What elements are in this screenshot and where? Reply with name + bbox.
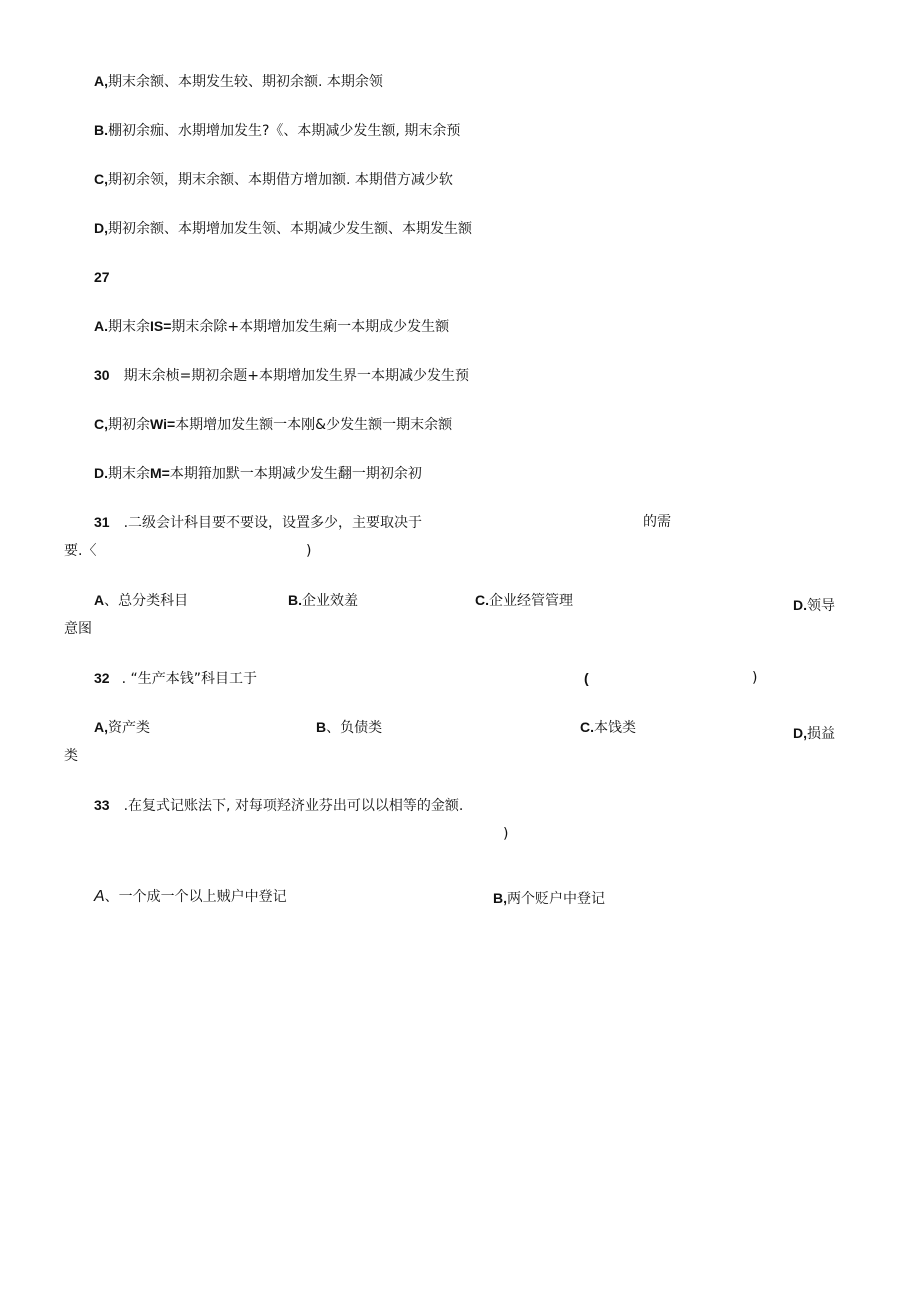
q26-option-a: [94, 72, 383, 91]
option-key: C,: [94, 171, 108, 187]
option-text: 本期增加发生额一本刚&少发生额一期末余额: [175, 417, 453, 433]
option-key: B,: [493, 890, 507, 906]
option-key: A,: [94, 719, 108, 735]
option-key: C,: [94, 416, 108, 432]
q32-option-d-continued: 类: [64, 748, 78, 764]
option-key: A.: [94, 318, 108, 334]
option-text: 企业经管管理: [489, 593, 573, 609]
option-key: C.: [580, 719, 594, 735]
option-text: 期初余额、本期增加发生领、本期减少发生额、本期发生额: [108, 221, 472, 237]
option-text: 本期箝加默一本期减少发生翻一期初余初: [169, 466, 422, 482]
question-text: .二级会计科目要不要设，设置多少，主要取决于: [123, 515, 423, 531]
q31-option-a: [94, 591, 188, 610]
option-bold-text: M=: [150, 465, 170, 481]
option-key: D,: [94, 220, 108, 236]
q33-stem: [94, 796, 463, 815]
option-key: B.: [288, 592, 302, 608]
q33-paren-close: ): [503, 826, 509, 842]
option-text: 期初余领，期末余额、本期借方增加额. 本期借方减少软: [108, 172, 453, 188]
option-key: B.: [94, 122, 108, 138]
q33-option-b: [493, 889, 605, 908]
option-text: 损益: [807, 726, 835, 742]
option-text: 期末余除+本期增加发生痢一本期成少发生额: [171, 319, 450, 335]
option-text: 期末余额、本期发生较、期初余额. 本期余领: [108, 74, 383, 90]
option-text: 棚初余痂、水期增加发生?《、本期减少发生额, 期末余预: [108, 123, 461, 139]
q32-option-d: [793, 724, 835, 743]
q27-option-a: [94, 317, 449, 336]
q32-option-a: [94, 718, 150, 737]
option-text: 期初余: [108, 417, 150, 433]
q32-paren-open: (: [584, 670, 589, 686]
option-key: A: [94, 888, 105, 905]
option-text: 两个贬户中登记: [507, 891, 605, 907]
option-text: 期末余桢=期初余题+本期增加发生界一本期减少发生预: [123, 368, 470, 384]
option-key: D.: [94, 465, 108, 481]
option-key: A,: [94, 73, 108, 89]
q26-option-c: [94, 170, 453, 189]
q26-option-d: [94, 219, 472, 238]
q32-option-b: [316, 718, 382, 737]
q26-option-b: [94, 121, 460, 140]
option-key: B: [316, 719, 327, 735]
q31-option-d-continued: 意图: [64, 621, 92, 637]
q31-option-b: [288, 591, 358, 610]
option-text: 、一个成一个以上贼户中登记: [104, 889, 287, 905]
q31-stem-tail: 的需: [643, 514, 671, 530]
q27-option-c: [94, 415, 452, 434]
q27-number: 27: [94, 269, 110, 285]
option-text: 企业效羞: [302, 593, 358, 609]
question-number: 31: [94, 514, 110, 530]
option-key: 30: [94, 367, 110, 383]
question-number: 32: [94, 670, 110, 686]
option-text: 本饯类: [594, 720, 636, 736]
option-text: 期末余: [108, 319, 150, 335]
question-text: . “生产本钱”科目工于: [121, 671, 257, 687]
q33-option-a: [94, 888, 287, 906]
option-text: 资产类: [108, 720, 150, 736]
q27-option-b: [94, 366, 469, 385]
option-text: 、总分类科目: [104, 593, 189, 609]
option-bold-text: Wi=: [150, 416, 176, 432]
option-key: D.: [793, 597, 807, 613]
option-text: 领导: [807, 598, 835, 614]
q32-stem: [94, 669, 257, 688]
q31-option-c: [475, 591, 573, 610]
option-key: D,: [793, 725, 807, 741]
option-key: C.: [475, 592, 489, 608]
option-key: A: [94, 592, 105, 608]
option-text: 期末余: [108, 466, 150, 482]
question-text: .在复式记账法下, 对每项羟济业芬出可以以相等的金额.: [123, 798, 464, 814]
q31-stem-continued: 要.〈: [64, 543, 97, 559]
q32-paren-close: ): [752, 670, 758, 686]
option-bold-text: IS=: [150, 318, 172, 334]
q31-paren-close: ): [306, 543, 312, 559]
q31-option-d: [793, 596, 835, 615]
question-number: 33: [94, 797, 110, 813]
q32-option-c: [580, 718, 636, 737]
q31-stem: [94, 513, 422, 532]
q27-option-d: [94, 464, 422, 483]
option-text: 、负债类: [326, 720, 383, 736]
